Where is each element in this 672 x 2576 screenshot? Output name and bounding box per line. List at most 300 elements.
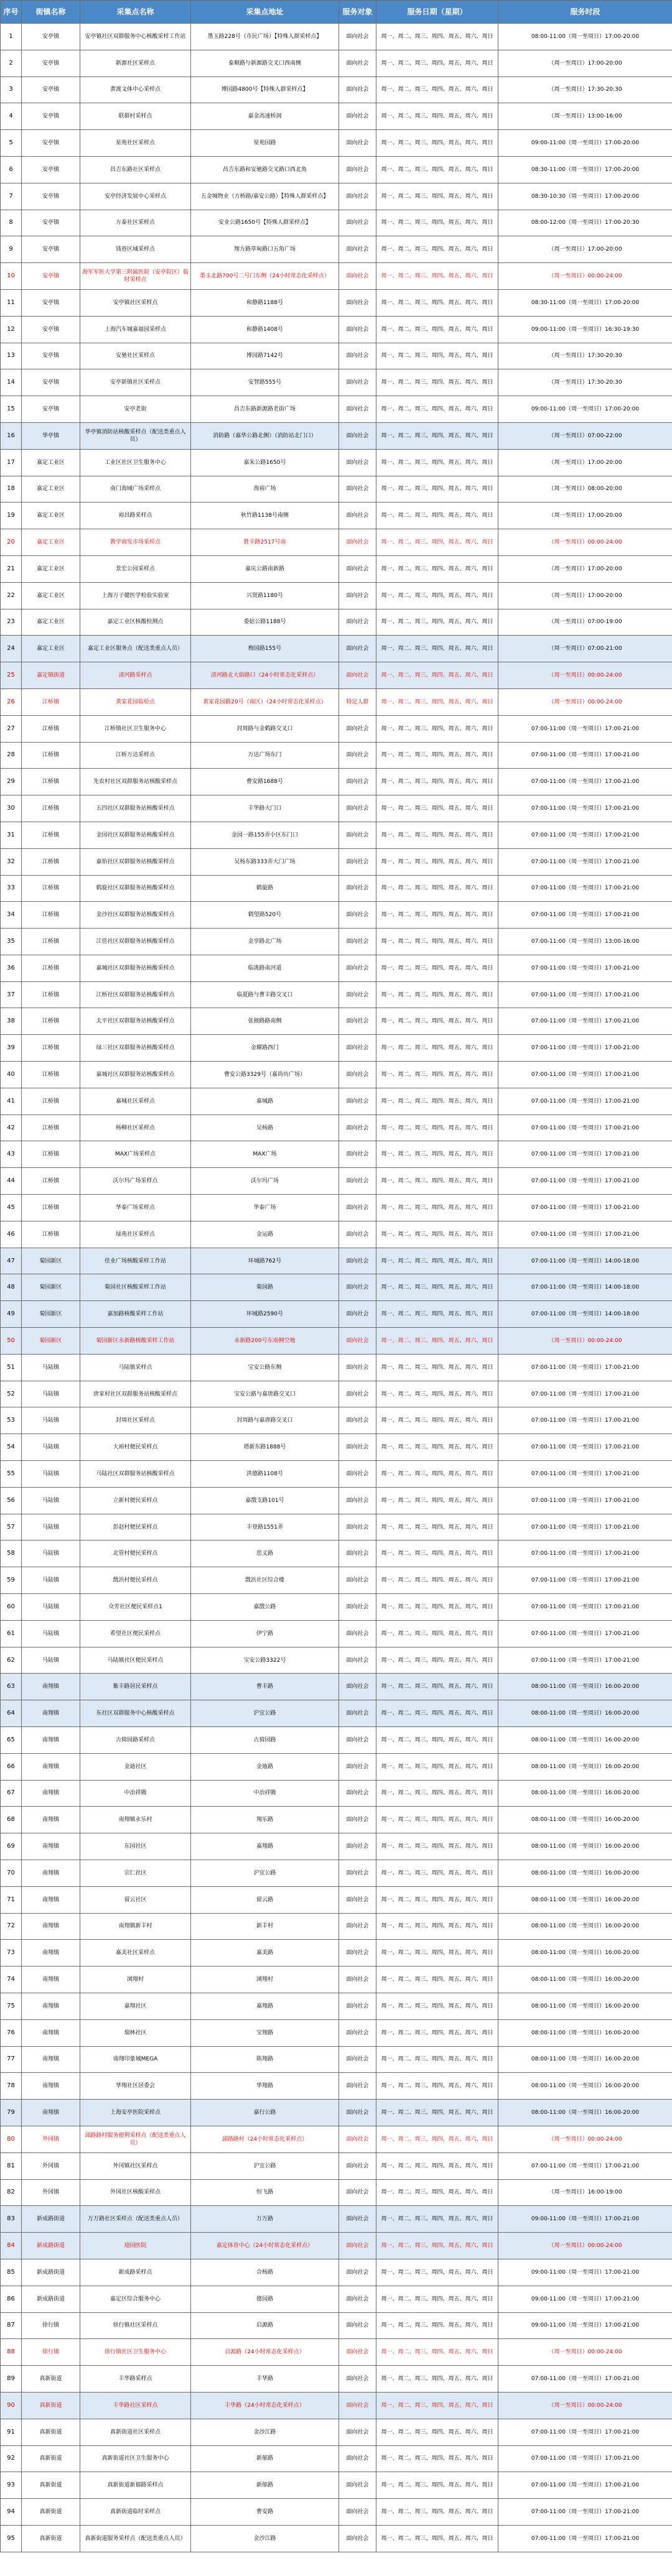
cell-no: 48 [1, 1274, 22, 1301]
cell-name: 杨柳社区采样点 [80, 1114, 191, 1141]
cell-no: 63 [1, 1674, 22, 1700]
table-row [1, 343, 672, 369]
cell-days: 周一、周二、周三、周四、周五、周六、周日 [376, 2259, 498, 2286]
cell-address: 曹丰路 [191, 1674, 339, 1700]
cell-no: 73 [1, 1940, 22, 1967]
cell-address: 金迪路 [191, 1753, 339, 1780]
cell-target: 面向社会 [339, 316, 376, 343]
cell-name: 上海万子健医学检验实验室 [80, 582, 191, 609]
cell-name: 邱路路村服务便利采样点（配送类重点人员） [80, 2126, 191, 2152]
cell-target: 面向社会 [339, 1594, 376, 1621]
cell-hours: 07:00-11:00（周一至周日）17:00-21:00 [498, 2499, 672, 2526]
cell-target: 面向社会 [339, 1195, 376, 1221]
cell-town: 安亭镇 [22, 236, 80, 263]
cell-name: 万万路社区采样点（配送类重点人员） [80, 2206, 191, 2233]
cell-name: 黄家花园临检点 [80, 688, 191, 715]
cell-days: 周一、周二、周三、周四、周五、周六、周日 [376, 2312, 498, 2339]
cell-target: 面向社会 [339, 1700, 376, 1727]
table-row [1, 529, 672, 556]
cell-target: 面向社会 [339, 1062, 376, 1088]
cell-town: 南翔镇 [22, 1993, 80, 2019]
cell-name: 鹤旋社区双群服务站核酸采样点 [80, 875, 191, 902]
cell-name: 安亭老街 [80, 396, 191, 423]
cell-target: 面向社会 [339, 2392, 376, 2419]
cell-name: 嘉加路核酸采样工作站 [80, 1301, 191, 1328]
cell-target: 面向社会 [339, 449, 376, 476]
cell-town: 江桥镇 [22, 1141, 80, 1168]
table-row [1, 1195, 672, 1221]
cell-days: 周一、周二、周三、周四、周五、周六、周日 [376, 289, 498, 316]
cell-address: 合杨路 [191, 2259, 339, 2286]
table-row [1, 955, 672, 981]
cell-name: 马陆社区双群服务站核酸采样点 [80, 1461, 191, 1488]
cell-hours: 07:00-11:00（周一至周日）17:00-21:00 [498, 1008, 672, 1035]
cell-hours: 09:00-11:00（周一至周日）16:30-19:30 [498, 316, 672, 343]
cell-days: 周一、周二、周三、周四、周五、周六、周日 [376, 2126, 498, 2152]
cell-no: 50 [1, 1328, 22, 1355]
cell-town: 南翔镇 [22, 1940, 80, 1967]
cell-no: 79 [1, 2100, 22, 2126]
cell-hours: （周一至周日）00:00-24:00 [498, 2392, 672, 2419]
table-row [1, 2286, 672, 2312]
cell-town: 南翔镇 [22, 1674, 80, 1700]
cell-town: 马陆镇 [22, 1487, 80, 1514]
cell-target: 面向社会 [339, 981, 376, 1008]
cell-name: 瑞林社区 [80, 2019, 191, 2046]
cell-address: 嘉美路 [191, 1940, 339, 1967]
cell-address: 思义路 [191, 1541, 339, 1567]
cell-days: 周一、周二、周三、周四、周五、周六、周日 [376, 1248, 498, 1274]
cell-target: 面向社会 [339, 156, 376, 183]
cell-days: 周一、周二、周三、周四、周五、周六、周日 [376, 503, 498, 529]
cell-days: 周一、周二、周三、周四、周五、周六、周日 [376, 2366, 498, 2393]
table-row [1, 1168, 672, 1195]
cell-name: 唐家村社区双群服务站核酸采样点 [80, 1381, 191, 1407]
cell-hours: 07:00-11:00（周一至周日）14:00-18:00 [498, 1248, 672, 1274]
cell-target: 面向社会 [339, 2046, 376, 2073]
cell-name: 嘉城社区双群服务站核酸采样点 [80, 1062, 191, 1088]
cell-town: 徐行镇 [22, 2312, 80, 2339]
cell-name: 新源社区采样点 [80, 50, 191, 76]
cell-target: 面向社会 [339, 183, 376, 210]
cell-name: 海军军医大学第三附属医院（安亭院区）临时采样点 [80, 263, 191, 290]
cell-name: 嘉定区综合服务中心 [80, 2286, 191, 2312]
cell-no: 34 [1, 902, 22, 929]
cell-target: 面向社会 [339, 2179, 376, 2206]
cell-no: 61 [1, 1620, 22, 1647]
cell-address: 封周路与金鹤路交叉口 [191, 715, 339, 742]
cell-name: 黄渡文体中心采样点 [80, 76, 191, 103]
cell-hours: （周一至周日）00:00-24:00 [498, 2339, 672, 2366]
cell-address: 邱路路村（24小时常态化采样点） [191, 2126, 339, 2152]
cell-address: 昌吉东路新源路老街广场 [191, 396, 339, 423]
cell-town: 南翔镇 [22, 2046, 80, 2073]
cell-hours: 07:00-11:00（周一至周日）17:00-21:00 [498, 1168, 672, 1195]
cell-days: 周一、周二、周三、周四、周五、周六、周日 [376, 529, 498, 556]
cell-address: 鹤旋路 [191, 875, 339, 902]
cell-target: 面向社会 [339, 662, 376, 689]
table-row [1, 742, 672, 769]
cell-name: 马陆镇采样点 [80, 1354, 191, 1381]
cell-address: 金耀路西门 [191, 1035, 339, 1062]
cell-address: 嘉金高速桥洞 [191, 103, 339, 130]
cell-name: 联群村采样点 [80, 103, 191, 130]
cell-target: 面向社会 [339, 289, 376, 316]
cell-target: 面向社会 [339, 1434, 376, 1461]
cell-hours: 07:00-11:00（周一至周日）17:00-21:00 [498, 795, 672, 822]
cell-no: 52 [1, 1381, 22, 1407]
cell-name: 菊园社区核酸采样工作站 [80, 1274, 191, 1301]
cell-hours: （周一至周日）08:00-20:00 [498, 476, 672, 503]
cell-address: 曹安公路3329号（嘉尚坊广场） [191, 1062, 339, 1088]
cell-hours: （周一至周日）16:00-19:00 [498, 2179, 672, 2206]
cell-target: 面向社会 [339, 875, 376, 902]
cell-town: 江桥镇 [22, 1008, 80, 1035]
header-no: 序号 [1, 1, 22, 24]
cell-days: 周一、周二、周三、周四、周五、周六、周日 [376, 1514, 498, 1541]
cell-town: 安亭镇 [22, 50, 80, 76]
cell-town: 真新街道 [22, 2525, 80, 2552]
cell-name: 华泰广场采样点 [80, 1195, 191, 1221]
cell-town: 马陆镇 [22, 1514, 80, 1541]
cell-hours: 07:00-11:00（周一至周日）17:00-21:00 [498, 769, 672, 795]
table-row [1, 1674, 672, 1700]
cell-days: 周一、周二、周三、周四、周五、周六、周日 [376, 1541, 498, 1567]
cell-address: 嘉定体育中心（24小时常态化采样点） [191, 2233, 339, 2259]
cell-target: 面向社会 [339, 2259, 376, 2286]
cell-hours: 07:00-11:00（周一至周日）17:00-21:00 [498, 1062, 672, 1088]
cell-no: 55 [1, 1461, 22, 1488]
cell-days: 周一、周二、周三、周四、周五、周六、周日 [376, 24, 498, 50]
cell-days: 周一、周二、周三、周四、周五、周六、周日 [376, 76, 498, 103]
cell-days: 周一、周二、周三、周四、周五、周六、周日 [376, 156, 498, 183]
cell-target: 面向社会 [339, 1993, 376, 2019]
table-row [1, 396, 672, 423]
cell-no: 37 [1, 981, 22, 1008]
cell-address: 宝翔路 [191, 2019, 339, 2046]
cell-hours: 07:00-11:00（周一至周日）17:00-21:00 [498, 2419, 672, 2445]
cell-name: 立新村便民采样点 [80, 1487, 191, 1514]
cell-hours: 07:00-11:00（周一至周日）17:00-21:00 [498, 1407, 672, 1434]
cell-target: 面向社会 [339, 1860, 376, 1886]
cell-hours: （周一至周日）17:00-20:00 [498, 50, 672, 76]
table-row [1, 1753, 672, 1780]
cell-address: 永新路200号东南侧空地 [191, 1328, 339, 1355]
cell-name: 真新街道社区采样点 [80, 2419, 191, 2445]
cell-town: 江桥镇 [22, 742, 80, 769]
cell-name: 彭赵村便民采样点 [80, 1514, 191, 1541]
table-row [1, 2445, 672, 2472]
cell-no: 75 [1, 1993, 22, 2019]
table-row [1, 1248, 672, 1274]
cell-name: 安亭经济发展中心采样点 [80, 183, 191, 210]
cell-address: 嘉朱公路1650号 [191, 449, 339, 476]
cell-name: 古猗园路采样点 [80, 1727, 191, 1754]
cell-hours: 07:00-11:00（周一至周日）17:00-21:00 [498, 1434, 672, 1461]
cell-name: 裕昌路采样点 [80, 503, 191, 529]
table-row [1, 1993, 672, 2019]
cell-target: 面向社会 [339, 1753, 376, 1780]
cell-target: 面向社会 [339, 955, 376, 981]
cell-address: 伊宁路 [191, 1620, 339, 1647]
cell-town: 嘉定工业区 [22, 582, 80, 609]
cell-address: 华泰广场 [191, 1195, 339, 1221]
cell-target: 面向社会 [339, 210, 376, 236]
cell-name: 清河路采样点 [80, 662, 191, 689]
cell-no: 38 [1, 1008, 22, 1035]
cell-town: 菊园新区 [22, 1248, 80, 1274]
table-header-row [1, 1, 672, 24]
cell-address: 新郁路 [191, 2472, 339, 2499]
cell-hours: 09:00-11:00（周一至周日）17:00-20:00 [498, 396, 672, 423]
cell-address: 沃尔玛广场 [191, 1168, 339, 1195]
cell-days: 周一、周二、周三、周四、周五、周六、周日 [376, 1727, 498, 1754]
cell-target: 面向社会 [339, 263, 376, 290]
cell-days: 周一、周二、周三、周四、周五、周六、周日 [376, 2419, 498, 2445]
table-body [1, 24, 672, 2552]
cell-name: 方泰社区采样点 [80, 210, 191, 236]
cell-days: 周一、周二、周三、周四、周五、周六、周日 [376, 1434, 498, 1461]
cell-hours: 07:00-11:00（周一至周日）17:00-21:00 [498, 1114, 672, 1141]
cell-hours: 08:00-11:00（周一至周日）16:00-20:00 [498, 1940, 672, 1967]
cell-target: 面向社会 [339, 1567, 376, 1594]
cell-target: 面向社会 [339, 2126, 376, 2152]
cell-no: 80 [1, 2126, 22, 2152]
cell-address: 博园路4800号【特殊人群采样点】 [191, 76, 339, 103]
cell-address: 万万路 [191, 2206, 339, 2233]
cell-name: 宗仁社区 [80, 1860, 191, 1886]
cell-town: 马陆镇 [22, 1620, 80, 1647]
cell-target: 面向社会 [339, 1913, 376, 1940]
cell-town: 南翔镇 [22, 2019, 80, 2046]
cell-town: 真新街道 [22, 2392, 80, 2419]
cell-target: 面向社会 [339, 1967, 376, 1993]
cell-target: 面向社会 [339, 396, 376, 423]
cell-no: 47 [1, 1248, 22, 1274]
cell-target: 面向社会 [339, 2100, 376, 2126]
table-row [1, 2073, 672, 2100]
cell-no: 91 [1, 2419, 22, 2445]
cell-target: 面向社会 [339, 2499, 376, 2526]
cell-no: 25 [1, 662, 22, 689]
cell-hours: 08:00-11:00（周一至周日）16:00-20:00 [498, 1860, 672, 1886]
cell-target: 面向社会 [339, 1940, 376, 1967]
cell-hours: 07:00-11:00（周一至周日）14:00-18:00 [498, 1274, 672, 1301]
cell-name: 嘉翔社区 [80, 1993, 191, 2019]
cell-name: 戬浜村便民采样点 [80, 1567, 191, 1594]
cell-target: 面向社会 [339, 130, 376, 157]
cell-town: 菊园新区 [22, 1301, 80, 1328]
cell-town: 马陆镇 [22, 1647, 80, 1674]
cell-no: 16 [1, 422, 22, 449]
cell-town: 嘉定工业区 [22, 555, 80, 582]
cell-target: 面向社会 [339, 609, 376, 636]
table-row [1, 1141, 672, 1168]
cell-town: 南翔镇 [22, 1807, 80, 1833]
table-row [1, 609, 672, 636]
cell-days: 周一、周二、周三、周四、周五、周六、周日 [376, 1700, 498, 1727]
cell-hours: 08:00-11:00（周一至周日）16:00-20:00 [498, 1967, 672, 1993]
table-row [1, 1274, 672, 1301]
table-row [1, 715, 672, 742]
cell-target: 面向社会 [339, 769, 376, 795]
cell-target: 面向社会 [339, 1514, 376, 1541]
cell-days: 周一、周二、周三、周四、周五、周六、周日 [376, 236, 498, 263]
cell-days: 周一、周二、周三、周四、周五、周六、周日 [376, 1913, 498, 1940]
cell-address: 环城路762号 [191, 1248, 339, 1274]
cell-hours: 07:00-11:00（周一至周日）17:00-21:00 [498, 1594, 672, 1621]
table-row [1, 263, 672, 290]
cell-address: 留云路 [191, 1886, 339, 1913]
cell-target: 面向社会 [339, 555, 376, 582]
cell-hours: 08:00-11:00（周一至周日）16:00-20:00 [498, 1700, 672, 1727]
cell-town: 南翔镇 [22, 1886, 80, 1913]
cell-address: 安智路555号 [191, 369, 339, 396]
table-row [1, 555, 672, 582]
table-row [1, 210, 672, 236]
cell-no: 43 [1, 1141, 22, 1168]
cell-town: 外冈镇 [22, 2126, 80, 2152]
cell-address: 嘉城路 [191, 1088, 339, 1114]
cell-no: 94 [1, 2499, 22, 2526]
cell-town: 嘉定工业区 [22, 609, 80, 636]
cell-town: 真新街道 [22, 2366, 80, 2393]
cell-name: 菊园新区永新路核酸采样工作站 [80, 1328, 191, 1355]
cell-days: 周一、周二、周三、周四、周五、周六、周日 [376, 1993, 498, 2019]
cell-name: 嘉城社区双群服务站核酸采样点 [80, 955, 191, 981]
cell-target: 面向社会 [339, 2206, 376, 2233]
table-row [1, 1780, 672, 1807]
cell-days: 周一、周二、周三、周四、周五、周六、周日 [376, 103, 498, 130]
cell-town: 江桥镇 [22, 715, 80, 742]
header-days: 服务日期（星期） [376, 1, 498, 24]
cell-no: 66 [1, 1753, 22, 1780]
cell-no: 90 [1, 2392, 22, 2419]
cell-no: 21 [1, 555, 22, 582]
table-row [1, 662, 672, 689]
cell-name: 南翔镇永乐村 [80, 1807, 191, 1833]
cell-hours: （周一至周日）07:00-21:00 [498, 636, 672, 662]
cell-no: 30 [1, 795, 22, 822]
cell-hours: （周一至周日）00:00-24:00 [498, 529, 672, 556]
cell-address: 嘉翔路 [191, 1993, 339, 2019]
cell-name: 东园社区 [80, 1833, 191, 1860]
cell-hours: 07:00-11:00（周一至周日）17:00-21:00 [498, 981, 672, 1008]
table-row [1, 1860, 672, 1886]
table-row [1, 2366, 672, 2393]
cell-address: 丰登路1551弄 [191, 1514, 339, 1541]
cell-name: 景宏公园采样点 [80, 555, 191, 582]
cell-town: 江桥镇 [22, 955, 80, 981]
cell-address: 宝安公路3322号 [191, 1647, 339, 1674]
cell-target: 面向社会 [339, 1407, 376, 1434]
cell-name: 丰华路社区采样点 [80, 2392, 191, 2419]
cell-name: 嘉定工业区服务点（配送类重点人员） [80, 636, 191, 662]
table-row [1, 1328, 672, 1355]
table-row [1, 2525, 672, 2552]
cell-town: 马陆镇 [22, 1354, 80, 1381]
cell-days: 周一、周二、周三、周四、周五、周六、周日 [376, 2445, 498, 2472]
cell-town: 南翔镇 [22, 1753, 80, 1780]
cell-town: 真新街道 [22, 2499, 80, 2526]
cell-address: MAX广场 [191, 1141, 339, 1168]
cell-name: 上海汽车城嘉福园采样点 [80, 316, 191, 343]
cell-target: 面向社会 [339, 1301, 376, 1328]
table-row [1, 1221, 672, 1248]
cell-address: 环城路2590号 [191, 1301, 339, 1328]
cell-target: 面向社会 [339, 2339, 376, 2366]
cell-days: 周一、周二、周三、周四、周五、周六、周日 [376, 1274, 498, 1301]
cell-town: 马陆镇 [22, 1461, 80, 1488]
cell-days: 周一、周二、周三、周四、周五、周六、周日 [376, 902, 498, 929]
cell-town: 安亭镇 [22, 263, 80, 290]
cell-target: 面向社会 [339, 1221, 376, 1248]
table-row [1, 1940, 672, 1967]
cell-target: 面向社会 [339, 422, 376, 449]
cell-days: 周一、周二、周三、周四、周五、周六、周日 [376, 1780, 498, 1807]
cell-town: 菊园新区 [22, 1328, 80, 1355]
cell-name: 南翔镇新丰村 [80, 1913, 191, 1940]
cell-hours: 07:00-11:00（周一至周日）17:00-21:00 [498, 715, 672, 742]
cell-no: 7 [1, 183, 22, 210]
cell-town: 新成路街道 [22, 2286, 80, 2312]
cell-town: 江桥镇 [22, 822, 80, 848]
cell-target: 面向社会 [339, 1487, 376, 1514]
table-row [1, 1727, 672, 1754]
cell-town: 安亭镇 [22, 316, 80, 343]
table-row [1, 1700, 672, 1727]
cell-address: 星苑园路 [191, 130, 339, 157]
cell-address: 沪宜公路 [191, 1860, 339, 1886]
cell-address: 新郁路 [191, 2445, 339, 2472]
cell-town: 真新街道 [22, 2445, 80, 2472]
cell-target: 面向社会 [339, 2472, 376, 2499]
cell-days: 周一、周二、周三、周四、周五、周六、周日 [376, 1088, 498, 1114]
table-row [1, 2419, 672, 2445]
table-row [1, 1567, 672, 1594]
cell-target: 面向社会 [339, 1807, 376, 1833]
table-row [1, 503, 672, 529]
cell-town: 江桥镇 [22, 929, 80, 955]
cell-address: 海裕广场 [191, 476, 339, 503]
cell-target: 面向社会 [339, 1114, 376, 1141]
table-row [1, 2259, 672, 2286]
cell-no: 89 [1, 2366, 22, 2393]
cell-name: 东社区双群服务中心核酸采样点 [80, 1700, 191, 1727]
cell-no: 33 [1, 875, 22, 902]
cell-town: 江桥镇 [22, 1195, 80, 1221]
cell-address: 沪宜公路 [191, 2152, 339, 2179]
table-row [1, 1381, 672, 1407]
cell-address: 嘉戬公路 [191, 1594, 339, 1621]
cell-days: 周一、周二、周三、周四、周五、周六、周日 [376, 1860, 498, 1886]
cell-address: 金运路 [191, 1221, 339, 1248]
header-hours: 服务时段 [498, 1, 672, 24]
cell-town: 安亭镇 [22, 156, 80, 183]
cell-name: 北管村便民采样点 [80, 1541, 191, 1567]
table-row [1, 1594, 672, 1621]
table-row [1, 848, 672, 875]
cell-days: 周一、周二、周三、周四、周五、周六、周日 [376, 1062, 498, 1088]
cell-town: 马陆镇 [22, 1381, 80, 1407]
table-row [1, 476, 672, 503]
cell-days: 周一、周二、周三、周四、周五、周六、周日 [376, 742, 498, 769]
cell-target: 面向社会 [339, 1461, 376, 1488]
cell-no: 14 [1, 369, 22, 396]
cell-town: 安亭镇 [22, 130, 80, 157]
cell-no: 86 [1, 2286, 22, 2312]
cell-days: 周一、周二、周三、周四、周五、周六、周日 [376, 555, 498, 582]
